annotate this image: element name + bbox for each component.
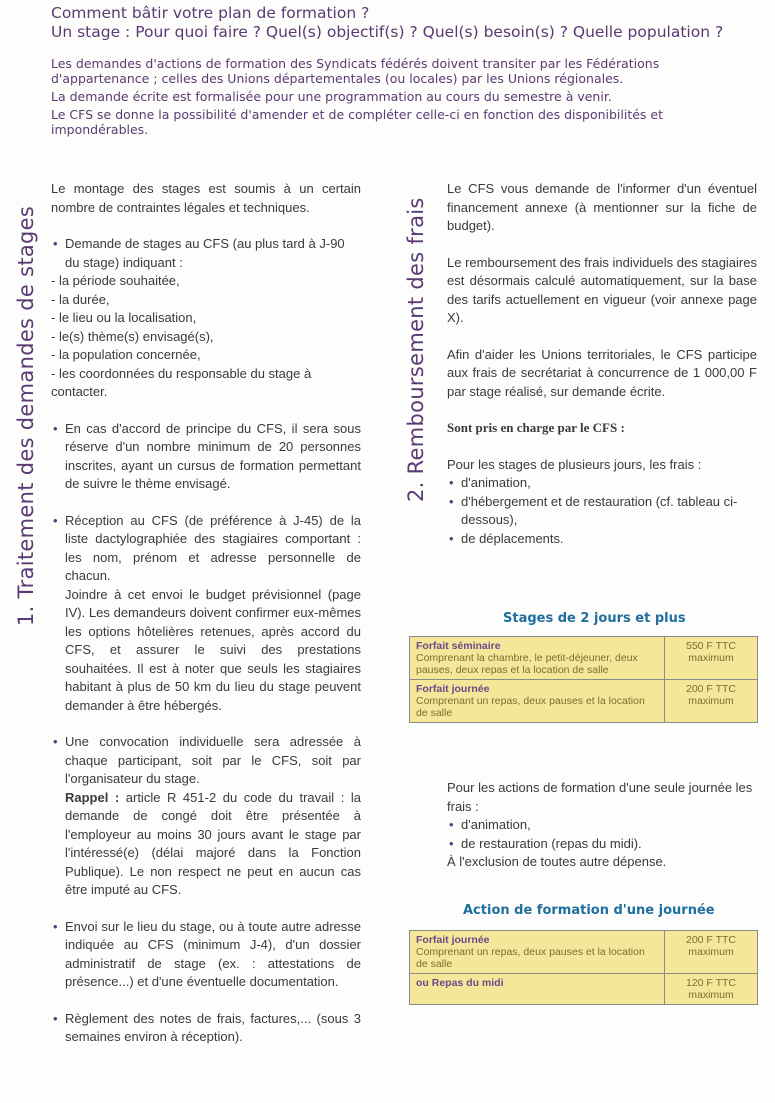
right-paragraph-5: Pour les actions de formation d'une seule journée les frais : — [447, 780, 753, 814]
header-subtitle: Un stage : Pour quoi faire ? Quel(s) objectif(s) ? Quel(s) besoin(s) ? Quelle population ? — [51, 23, 724, 41]
spacer — [447, 401, 757, 419]
left-side-title: 1. Traitement des demandes de stages — [14, 205, 38, 626]
bullet-icon: • — [53, 918, 58, 934]
table-row — [410, 680, 758, 723]
left-intro: Le montage des stages est soumis à un certain nombre de contraintes légales et techniques. — [51, 181, 361, 215]
bullet-icon: • — [449, 475, 454, 490]
bullet-icon: • — [53, 512, 58, 528]
list-item: • En cas d'accord de principe du CFS, il sera sous réserve d'un nombre minimum de 20 personnes inscrites, ayant un cursus de formation permettant de suivre le thème envisagé. — [53, 420, 361, 491]
right-paragraph-6: À l'exclusion de toutes autre dépense. — [447, 854, 667, 869]
table-1 — [409, 636, 758, 723]
table-cell: Forfait journée Comprenant un repas, deux pauses et la location de salle — [410, 680, 665, 723]
dash-item: - le(s) thème(s) envisagé(s), — [51, 328, 214, 344]
table-cell: Forfait journée Comprenant un repas, deux pauses et la location de salle — [410, 931, 665, 974]
right-column — [447, 180, 757, 548]
dash-item: - les coordonnées du responsable du stage à contacter. — [51, 365, 312, 399]
spacer — [447, 236, 757, 254]
right-paragraph-4: Pour les stages de plusieurs jours, les frais : — [447, 456, 702, 472]
right-paragraph-3: Afin d'aider les Unions territoriales, le CFS participe aux frais de secrétariat à concurrence de 1 000,00 F par stage réalisé, sur demande écrite. — [447, 346, 757, 399]
list-item: • Envoi sur le lieu du stage, ou à toute autre adresse indiquée au CFS (minimum J-4), d'un dossier administratif de stage (ex. : attestations de présence...) et d'une éventuelle documentation. — [53, 918, 361, 989]
spacer — [51, 992, 361, 1010]
spacer — [51, 217, 361, 235]
table-cell: Forfait séminaire Comprenant la chambre, le petit-déjeuner, deux pauses, deux repas et la location de salle — [410, 637, 665, 680]
list-item: • Règlement des notes de frais, factures,... (sous 3 semaines environ à réception). — [53, 1010, 361, 1044]
bullet-icon: • — [53, 420, 58, 436]
list-item: • d'hébergement et de restauration (cf. tableau ci-dessous), — [449, 493, 738, 527]
bullet-icon: • — [449, 835, 454, 851]
intro-paragraph-1: Les demandes d'actions de formation des Syndicats fédérés doivent transiter par les Fédérations d'appartenance ; celles des Unions départementales (ou locales) par les Unions régionales. — [51, 56, 660, 86]
list-item: • Demande de stages au CFS (au plus tard à J-90 du stage) indiquant : — [53, 236, 345, 270]
list-item: • Une convocation individuelle sera adressée à chaque participant, soit par le CFS, soit par l'organisateur du stage. Rappel : article R 451-2 du code du travail : la demande de congé doit être présentée à l'employeur au moins 30 jours avant le stage par l'intéressé(e) (délai majoré dans la Fonction Publique). Le non respect ne peut en aucun cas être imputé au CFS. — [53, 734, 361, 897]
spacer — [51, 494, 361, 512]
dash-item: - le lieu ou la localisation, — [51, 310, 197, 325]
list-item: • de restauration (repas du midi). — [447, 835, 757, 854]
right-paragraph-2: Le remboursement des frais individuels des stagiaires est désormais calculé automatiquement, sur la base des tarifs actuellement en vigueur (voir annexe page X). — [447, 254, 757, 325]
header-title: Comment bâtir votre plan de formation ? — [51, 4, 370, 22]
table-cell-price: 550 F TTC maximum — [665, 637, 758, 680]
table-cell: ou Repas du midi — [410, 974, 665, 1005]
right-side-title: 2. Remboursement des frais — [404, 197, 428, 502]
intro-block — [51, 56, 731, 140]
spacer — [447, 438, 757, 456]
table-2-title: Action de formation d'une journée — [463, 903, 715, 918]
dash-item: - la population concernée, — [51, 347, 201, 362]
bullet-icon: • — [449, 817, 454, 832]
list-item: • d'animation, — [447, 474, 757, 493]
table-1-title: Stages de 2 jours et plus — [503, 611, 686, 626]
table-cell-price: 200 F TTC maximum — [665, 680, 758, 723]
bullet-icon: • — [53, 236, 58, 251]
spacer — [447, 328, 757, 346]
spacer — [51, 715, 361, 733]
intro-paragraph-3: Le CFS se donne la possibilité d'amender et de compléter celle-ci en fonction des disponibilités et impondérables. — [51, 107, 664, 137]
dash-item: - la période souhaitée, — [51, 273, 180, 288]
list-item: • Réception au CFS (de préférence à J-45) de la liste dactylographiée des stagiaires comportant : les nom, prénom et adresse personnelle de chacun. Joindre à cet envoi le budget prévisionnel (page IV). Les demandeurs doivent confirmer eux-mêmes les options hôtelières retenues, après accord du CFS, et assurer le suivi des prestations souhaitées. Il est à noter que seuls les stagiaires habitant à plus de 50 km du lieu du stage peuvent demander à être hébergés. — [53, 512, 361, 713]
left-column — [51, 180, 361, 1047]
right-paragraph-1: Le CFS vous demande de l'informer d'un éventuel financement annexe (à mentionner sur la fiche de budget). — [447, 181, 757, 233]
bullet-icon: • — [449, 493, 454, 509]
list-item: • de déplacements. — [447, 530, 757, 549]
table-row — [410, 931, 758, 974]
bullet-icon: • — [53, 734, 58, 749]
bullet-icon: • — [449, 530, 454, 546]
bullet-icon: • — [53, 1010, 58, 1026]
spacer — [51, 402, 361, 420]
document-header — [51, 4, 766, 42]
table-row — [410, 637, 758, 680]
list-item: • d'animation, — [447, 816, 757, 835]
intro-paragraph-2: La demande écrite est formalisée pour une programmation au cours du semestre à venir. — [51, 89, 612, 104]
table-cell-price: 200 F TTC maximum — [665, 931, 758, 974]
dash-item: - la durée, — [51, 291, 110, 307]
right-lower-block — [447, 779, 757, 872]
spacer — [51, 900, 361, 918]
subheading: Sont pris en charge par le CFS : — [447, 420, 625, 435]
table-row — [410, 974, 758, 1005]
table-2 — [409, 930, 758, 1005]
table-cell-price: 120 F TTC maximum — [665, 974, 758, 1005]
